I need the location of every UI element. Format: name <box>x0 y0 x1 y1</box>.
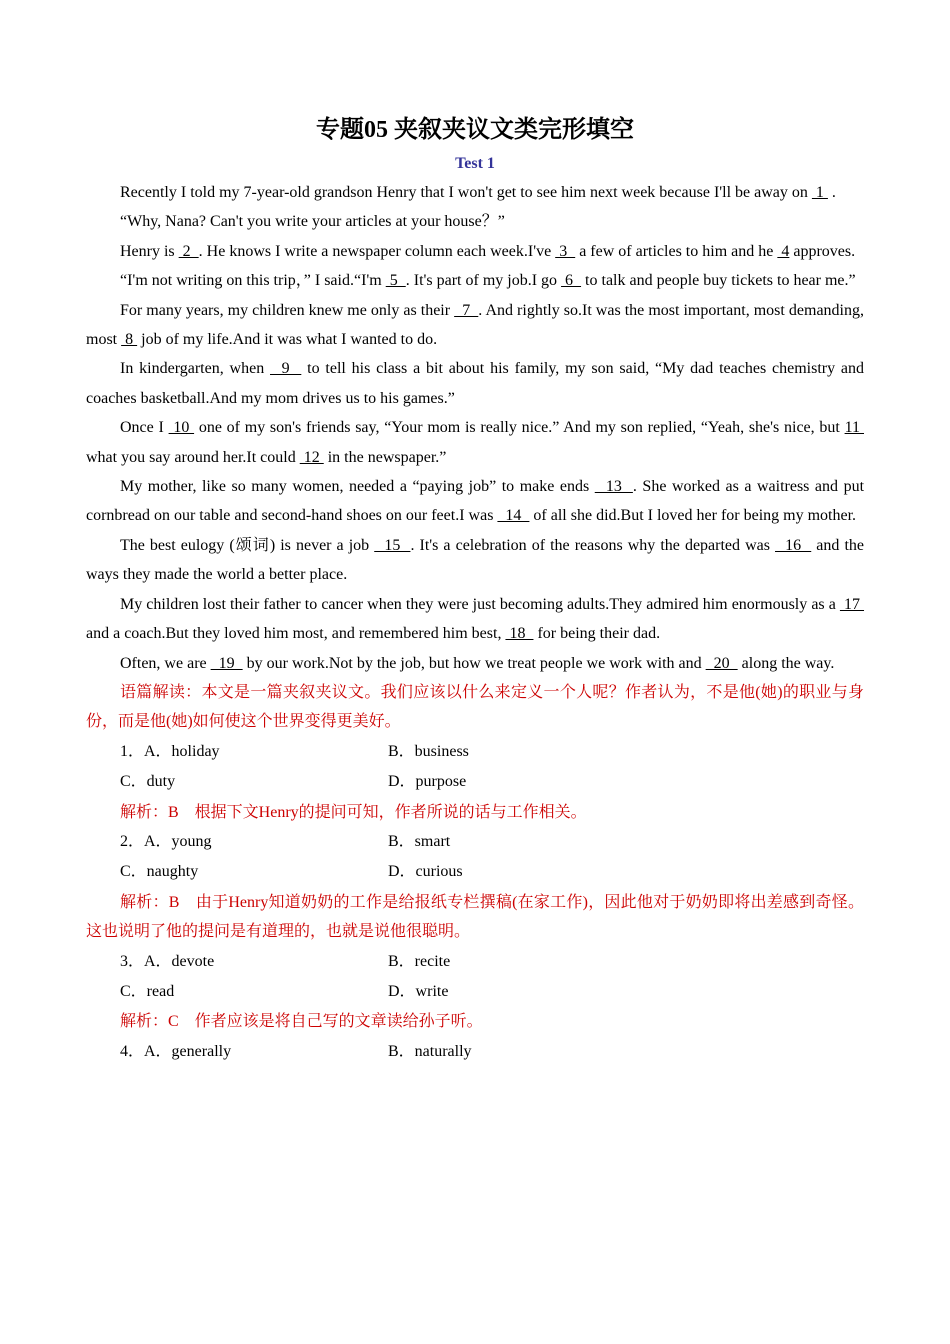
answer-option: 3．A．devote <box>120 952 215 970</box>
passage-paragraph <box>86 178 864 207</box>
option-row <box>86 977 864 1007</box>
document-page <box>86 112 864 1067</box>
passage-paragraph <box>86 649 864 678</box>
cloze-blank: 8 <box>121 331 138 349</box>
answer-option: D．write <box>388 982 449 1000</box>
document-title: 专题05 夹叙夹议文类完形填空 <box>316 117 634 143</box>
cloze-blank: 12 <box>299 448 324 466</box>
cloze-blank: 16 <box>775 536 812 554</box>
answer-option: 4．A．generally <box>120 1042 232 1060</box>
paragraph-text: job of my life.And it was what I wanted to do. <box>137 331 438 349</box>
cloze-blank: 5 <box>385 272 406 290</box>
paragraph-text: to talk and people buy tickets to hear me.” <box>581 272 856 290</box>
paragraph-text: . It's part of my job.I go <box>405 272 562 290</box>
paragraph-text: one of my son's friends say, “Your mom is really nice.” And my son replied, “Yeah, she's nice, but <box>194 419 845 437</box>
paragraph-text: to tell his class a bit about his family, my son said, “My dad teaches chemistry and coaches basketball.And my mom drives us to his games.” <box>86 360 865 407</box>
cloze-blank: 11 <box>844 419 864 437</box>
paragraph-text: In kindergarten, when <box>120 360 271 378</box>
cloze-blank: 4 <box>777 242 790 260</box>
option-row <box>86 827 864 857</box>
cloze-blank: 1 <box>811 184 828 201</box>
passage-paragraph <box>86 237 864 266</box>
paragraph-text: in the newspaper.” <box>323 448 447 466</box>
cloze-blank: 14 <box>497 507 530 525</box>
answer-option: B．recite <box>388 952 451 970</box>
option-row <box>86 857 864 887</box>
answer-option: 1．A．holiday <box>120 742 220 760</box>
cloze-passage <box>86 178 864 678</box>
answer-option: 2．A．young <box>120 832 212 850</box>
paragraph-text: of all she did.But I loved her for being my mother. <box>529 507 857 525</box>
answer-option: D．purpose <box>388 773 467 791</box>
passage-summary: 语篇解读：本文是一篇夹叙夹议文。我们应该以什么来定义一个人呢？作者认为，不是他(她)的职业与身份，而是他(她)如何使这个世界变得更美好。 <box>86 683 864 731</box>
paragraph-text: by our work.Not by the job, but how we treat people we work with and <box>242 654 706 672</box>
paragraph-text: . <box>827 184 836 201</box>
paragraph-text: . It's a celebration of the reasons why the departed was <box>410 536 776 554</box>
paragraph-text: “I'm not writing on this trip，” I said.“I'm <box>120 272 386 290</box>
answer-option: C．read <box>120 982 175 1000</box>
cloze-blank: 3 <box>555 242 576 260</box>
answer-option: D．curious <box>388 863 463 881</box>
paragraph-text: . He knows I write a newspaper column each week.I've <box>198 242 556 260</box>
paragraph-text: Often, we are <box>120 654 211 672</box>
paragraph-text: . And rightly so.It was the most important, most demanding, most <box>86 301 864 349</box>
passage-paragraph <box>86 266 864 295</box>
paragraph-text: The best eulogy (颂词) is never a job <box>120 536 375 554</box>
answer-analysis: 解析：C 作者应该是将自己写的文章读给孙子听。 <box>120 1013 483 1031</box>
answer-analysis: 解析：B 根据下文Henry的提问可知，作者所说的话与工作相关。 <box>120 803 587 821</box>
answer-option: C．naughty <box>120 863 199 881</box>
passage-paragraph <box>86 531 864 590</box>
option-row <box>86 767 864 797</box>
option-row <box>86 1037 864 1067</box>
paragraph-text: For many years, my children knew me only as their <box>120 301 455 319</box>
passage-paragraph <box>86 472 864 531</box>
paragraph-text: “Why, Nana? Can't you write your articles at your house？” <box>120 213 505 231</box>
cloze-blank: 19 <box>210 654 243 672</box>
paragraph-text: what you say around her.It could <box>86 448 300 466</box>
cloze-blank: 10 <box>168 419 195 437</box>
paragraph-text: . She worked as a waitress and put cornbread on our table and second-hand shoes on our feet.I was <box>86 478 865 525</box>
paragraph-text: and a coach.But they loved him most, and remembered him best, <box>86 625 506 643</box>
paragraph-text: Henry is <box>120 242 179 260</box>
question-list <box>86 737 864 1067</box>
option-row <box>86 737 864 767</box>
test-heading: Test 1 <box>455 155 495 172</box>
passage-paragraph <box>86 354 864 413</box>
cloze-blank: 18 <box>505 625 534 643</box>
paragraph-text: along the way. <box>737 654 835 672</box>
answer-option: B．business <box>388 742 469 760</box>
cloze-blank: 7 <box>454 301 479 319</box>
answer-analysis: 解析：B 由于Henry知道奶奶的工作是给报纸专栏撰稿(在家工作)，因此他对于奶奶即将出差感到奇怪。这也说明了他的提问是有道理的，也就是说他很聪明。 <box>86 893 864 941</box>
paragraph-text: My mother, like so many women, needed a “paying job” to make ends <box>120 478 595 496</box>
cloze-blank: 2 <box>178 242 199 260</box>
option-row <box>86 947 864 977</box>
cloze-blank: 9 <box>270 360 302 378</box>
cloze-blank: 6 <box>561 272 582 290</box>
paragraph-text: a few of articles to him and he <box>575 242 778 260</box>
cloze-blank: 15 <box>374 536 411 554</box>
passage-paragraph <box>86 590 864 649</box>
cloze-blank: 20 <box>705 654 738 672</box>
paragraph-text: approves. <box>789 242 856 260</box>
passage-paragraph <box>86 413 864 472</box>
paragraph-text: My children lost their father to cancer when they were just becoming adults.They admired him enormously as a <box>120 595 840 613</box>
answer-option: B．naturally <box>388 1042 472 1060</box>
passage-paragraph <box>86 296 864 355</box>
passage-paragraph <box>86 207 864 236</box>
paragraph-text: for being their dad. <box>533 625 661 643</box>
paragraph-text: Recently I told my 7-year-old grandson Henry that I won't get to see him next week because I'll be away on <box>120 184 812 201</box>
paragraph-text: Once I <box>120 419 169 437</box>
answer-option: C．duty <box>120 773 176 791</box>
answer-option: B．smart <box>388 832 451 850</box>
paragraph-text: and the ways they made the world a better place. <box>86 536 864 584</box>
cloze-blank: 13 <box>594 478 633 496</box>
cloze-blank: 17 <box>839 595 865 613</box>
